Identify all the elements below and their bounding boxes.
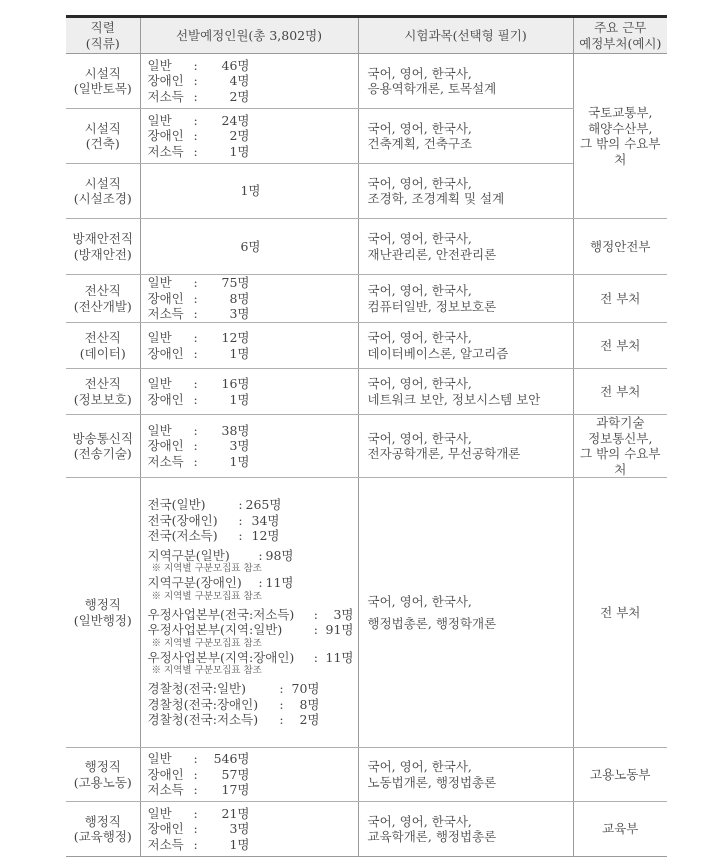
dept-cell <box>573 323 667 369</box>
dept-line: 그 밖의 수요부처 <box>580 136 661 167</box>
table-row <box>66 275 667 323</box>
quota-colon: : <box>193 290 198 306</box>
quota-line <box>148 806 354 822</box>
subjects-cell <box>358 164 573 219</box>
quota-label: 저소득 <box>147 306 184 322</box>
job-title: 전산직 <box>84 283 121 298</box>
quota-value: 1명 <box>240 183 261 199</box>
job-cell <box>66 219 140 275</box>
subjects-line: 행정법총론, 행정학개론 <box>367 615 497 631</box>
subjects-line: 국어, 영어, 한국사, <box>367 376 472 391</box>
table-row <box>66 369 667 415</box>
quota-colon: : <box>193 345 198 361</box>
quota-value: 70명 <box>291 681 320 697</box>
quota-line <box>148 128 354 144</box>
quota-value: 12명 <box>221 330 250 345</box>
quota-colon: : <box>193 391 198 407</box>
quota-colon: : <box>238 497 243 513</box>
quota-value: 12명 <box>251 528 280 544</box>
reference-note: ※ 지역별 구분모집표 참조 <box>151 665 262 677</box>
subjects-line: 건축계획, 건축구조 <box>367 136 473 151</box>
quota-value: 3명 <box>229 438 250 454</box>
quota-colon: : <box>193 422 198 438</box>
job-subtitle: (고용노동) <box>73 774 132 790</box>
quota-line <box>148 113 354 129</box>
header-dept-line2: 예정부처(예시) <box>579 35 662 51</box>
job-cell <box>66 748 140 802</box>
quota-line <box>148 751 354 767</box>
table-row <box>66 219 667 275</box>
dept-cell <box>573 415 667 478</box>
quota-label: 일반 <box>147 57 172 73</box>
quota-value: 57명 <box>221 766 250 782</box>
quota-line <box>148 575 354 591</box>
dept-line: 고용노동부 <box>590 766 651 782</box>
job-title: 행정직 <box>84 813 121 829</box>
dept-line: 전 부처 <box>600 604 641 620</box>
job-title: 방송통신직 <box>72 430 133 446</box>
quota-value: 1명 <box>229 143 250 159</box>
recruitment-table <box>66 15 667 857</box>
quota-line <box>148 58 354 74</box>
subjects-cell <box>358 478 573 748</box>
quota-label: 전국(저소득) <box>147 528 218 544</box>
subjects-line: 응용역학개론, 토목설계 <box>367 81 497 96</box>
quota-label: 저소득 <box>147 453 184 469</box>
quota-label: 일반 <box>147 112 172 128</box>
quota-label: 경찰청(전국:장애인) <box>147 696 259 712</box>
quota-label: 일반 <box>147 275 172 291</box>
quota-line <box>148 622 354 638</box>
subjects-line: 네트워크 보안, 정보시스템 보안 <box>367 391 541 407</box>
quota-cell <box>140 275 358 323</box>
quota-colon: : <box>193 782 198 798</box>
quota-line <box>148 454 354 470</box>
quota-line <box>148 89 354 105</box>
subjects-line: 국어, 영어, 한국사, <box>367 65 472 81</box>
quota-value: 3명 <box>333 606 354 622</box>
quota-value: 8명 <box>299 696 320 712</box>
quota-label: 전국(일반) <box>147 497 206 513</box>
quota-group-postal <box>148 607 354 678</box>
job-subtitle: (방재안전) <box>73 246 132 262</box>
quota-group-police <box>148 681 354 728</box>
table-header-row <box>66 17 667 54</box>
table-row <box>66 748 667 802</box>
quota-line <box>148 438 354 454</box>
quota-value: 3명 <box>229 306 250 322</box>
quota-cell <box>140 164 358 219</box>
quota-cell <box>140 323 358 369</box>
quota-value: 4명 <box>229 73 250 89</box>
quota-line <box>148 607 354 623</box>
job-cell <box>66 323 140 369</box>
job-subtitle: (시설조경) <box>73 191 132 206</box>
quota-cell <box>140 748 358 802</box>
quota-value: 1명 <box>229 391 250 407</box>
quota-label: 저소득 <box>147 836 184 852</box>
quota-value: 265명 <box>245 497 282 513</box>
quota-line <box>148 650 354 666</box>
quota-line <box>148 346 354 362</box>
quota-line <box>148 376 354 392</box>
dept-line: 행정안전부 <box>590 238 651 254</box>
job-title: 시설직 <box>84 120 121 136</box>
quota-value: 1명 <box>229 345 250 361</box>
table-row <box>66 54 667 109</box>
quota-line <box>148 697 354 713</box>
quota-value: 17명 <box>221 782 250 798</box>
quota-line <box>148 767 354 783</box>
dept-cell <box>573 275 667 323</box>
job-cell <box>66 54 140 109</box>
subjects-cell <box>358 748 573 802</box>
quota-line <box>148 275 354 291</box>
dept-line: 그 밖의 수요부처 <box>580 446 661 477</box>
header-quota: 선발예정인원(총 3,802명) <box>140 17 358 54</box>
quota-value: 75명 <box>221 275 250 291</box>
quota-line <box>148 306 354 322</box>
job-subtitle: (데이터) <box>79 345 126 361</box>
quota-cell <box>140 109 358 164</box>
quota-label: 우정사업본부(전국:저소득) <box>147 606 295 622</box>
quota-line <box>148 782 354 798</box>
quota-colon: : <box>238 512 243 528</box>
job-subtitle: (교육행정) <box>73 829 132 844</box>
subjects-line: 국어, 영어, 한국사, <box>367 759 472 774</box>
subjects-cell <box>358 415 573 478</box>
quota-line <box>148 423 354 439</box>
quota-value: 1명 <box>229 836 250 852</box>
quota-value: 21명 <box>221 805 250 821</box>
quota-colon: : <box>313 606 318 622</box>
quota-label: 일반 <box>147 330 172 345</box>
quota-group-regional <box>148 548 354 603</box>
dept-cell <box>573 369 667 415</box>
dept-line: 전 부처 <box>600 383 641 399</box>
quota-line <box>148 513 354 529</box>
header-subjects: 시험과목(선택형 필기) <box>358 17 573 54</box>
job-title: 시설직 <box>84 65 121 81</box>
quota-label: 지역구분(장애인) <box>147 575 242 591</box>
quota-value: 16명 <box>221 376 250 391</box>
quota-colon: : <box>193 453 198 469</box>
quota-colon: : <box>193 751 198 767</box>
quota-value: 34명 <box>251 512 280 528</box>
quota-colon: : <box>193 438 198 454</box>
quota-colon: : <box>193 73 198 89</box>
quota-label: 일반 <box>147 805 172 821</box>
dept-cell <box>573 802 667 857</box>
quota-value: 11명 <box>265 575 294 591</box>
quota-colon: : <box>193 836 198 852</box>
table-row <box>66 323 667 369</box>
job-cell <box>66 164 140 219</box>
quota-value: 91명 <box>325 622 354 638</box>
dept-cell <box>573 478 667 748</box>
table-row <box>66 802 667 857</box>
dept-cell <box>573 219 667 275</box>
subjects-cell <box>358 369 573 415</box>
table-row <box>66 478 667 748</box>
quota-value: 546명 <box>213 751 250 767</box>
header-job <box>66 17 140 54</box>
dept-line: 과학기술 <box>596 415 645 430</box>
quota-colon: : <box>193 766 198 782</box>
dept-cell-merged <box>573 54 667 219</box>
subjects-cell <box>358 323 573 369</box>
subjects-line: 국어, 영어, 한국사, <box>367 430 472 446</box>
quota-label: 우정사업본부(지역:일반) <box>147 622 283 638</box>
quota-colon: : <box>193 821 198 837</box>
job-title: 시설직 <box>84 175 121 191</box>
job-cell <box>66 369 140 415</box>
quota-value: 1명 <box>229 453 250 469</box>
quota-label: 저소득 <box>147 782 184 798</box>
dept-cell <box>573 748 667 802</box>
job-subtitle: (전송기술) <box>73 446 132 461</box>
quota-value: 2명 <box>229 88 250 104</box>
admin-quota-block <box>148 494 354 731</box>
quota-label: 일반 <box>147 376 172 391</box>
quota-colon: : <box>279 712 284 728</box>
subjects-line: 전자공학개론, 무선공학개론 <box>367 446 521 461</box>
subjects-line: 국어, 영어, 한국사, <box>367 120 472 136</box>
quota-label: 전국(장애인) <box>147 512 218 528</box>
quota-value: 98명 <box>265 547 294 563</box>
subjects-line: 재난관리론, 안전관리론 <box>367 246 497 262</box>
subjects-cell <box>358 802 573 857</box>
quota-label: 장애인 <box>147 128 184 144</box>
quota-label: 저소득 <box>147 88 184 104</box>
subjects-line: 국어, 영어, 한국사, <box>367 231 472 246</box>
quota-line <box>148 73 354 89</box>
job-title: 전산직 <box>84 376 121 391</box>
quota-value: 3명 <box>229 821 250 837</box>
job-subtitle: (일반행정) <box>73 612 132 628</box>
quota-group-national <box>148 497 354 544</box>
dept-line: 국토교통부, <box>588 105 653 120</box>
dept-line: 전 부처 <box>600 290 641 306</box>
quota-label: 일반 <box>147 422 172 438</box>
quota-value: 6명 <box>240 238 261 254</box>
job-subtitle: (전산개발) <box>73 298 132 314</box>
quota-line <box>148 712 354 728</box>
job-title: 방재안전직 <box>72 231 133 246</box>
header-dept-line1: 주요 근무 <box>594 20 647 35</box>
quota-line <box>148 291 354 307</box>
dept-line: 정보통신부, <box>588 430 653 446</box>
quota-value: 11명 <box>325 649 354 665</box>
quota-label: 장애인 <box>147 345 184 361</box>
quota-line <box>148 837 354 853</box>
quota-label: 장애인 <box>147 290 184 306</box>
quota-label: 장애인 <box>147 438 184 454</box>
quota-label: 일반 <box>147 751 172 767</box>
quota-label: 장애인 <box>147 821 184 837</box>
subjects-line: 데이터베이스론, 알고리즘 <box>367 345 509 361</box>
quota-colon: : <box>258 547 263 563</box>
subjects-line: 국어, 영어, 한국사, <box>367 330 472 345</box>
quota-label: 장애인 <box>147 391 184 407</box>
quota-line <box>148 144 354 160</box>
subjects-line: 컴퓨터일반, 정보보호론 <box>367 298 497 314</box>
job-title: 행정직 <box>84 597 121 612</box>
reference-note: ※ 지역별 구분모집표 참조 <box>151 590 262 602</box>
header-dept <box>573 17 667 54</box>
subjects-cell <box>358 219 573 275</box>
quota-cell <box>140 802 358 857</box>
dept-line: 해양수산부, <box>588 120 653 136</box>
reference-note: ※ 지역별 구분모집표 참조 <box>151 637 262 649</box>
subjects-line: 국어, 영어, 한국사, <box>367 593 472 609</box>
job-cell <box>66 415 140 478</box>
quota-colon: : <box>193 112 198 128</box>
quota-value: 2명 <box>229 128 250 144</box>
quota-colon: : <box>193 88 198 104</box>
quota-colon: : <box>193 128 198 144</box>
job-subtitle: (건축) <box>85 136 120 151</box>
quota-line <box>148 497 354 513</box>
quota-label: 저소득 <box>147 143 184 159</box>
dept-line: 전 부처 <box>600 337 641 353</box>
quota-cell <box>140 369 358 415</box>
quota-label: 지역구분(일반) <box>147 547 230 563</box>
quota-colon: : <box>313 649 318 665</box>
header-job-line2: (직류) <box>85 35 120 51</box>
job-cell <box>66 275 140 323</box>
subjects-line: 노동법개론, 행정법총론 <box>367 774 497 790</box>
quota-value: 46명 <box>221 57 250 73</box>
quota-value: 2명 <box>299 712 320 728</box>
job-title: 전산직 <box>84 330 121 345</box>
quota-cell <box>140 219 358 275</box>
quota-colon: : <box>193 330 198 345</box>
subjects-cell <box>358 54 573 109</box>
quota-line <box>148 528 354 544</box>
dept-line: 교육부 <box>602 821 639 837</box>
quota-cell <box>140 54 358 109</box>
quota-line <box>148 392 354 408</box>
job-subtitle: (일반토목) <box>73 81 132 96</box>
subjects-line: 조경학, 조경계획 및 설계 <box>367 191 505 206</box>
quota-value: 8명 <box>229 290 250 306</box>
quota-label: 경찰청(전국:일반) <box>147 681 246 697</box>
subjects-cell <box>358 275 573 323</box>
job-cell <box>66 478 140 748</box>
job-cell <box>66 802 140 857</box>
quota-label: 우정사업본부(지역:장애인) <box>147 649 295 665</box>
quota-colon: : <box>193 306 198 322</box>
subjects-line: 국어, 영어, 한국사, <box>367 175 472 191</box>
quota-colon: : <box>193 805 198 821</box>
quota-line <box>148 681 354 697</box>
quota-label: 경찰청(전국:저소득) <box>147 712 259 728</box>
table-row <box>66 415 667 478</box>
quota-colon: : <box>279 696 284 712</box>
quota-cell <box>140 415 358 478</box>
quota-value: 24명 <box>221 112 250 128</box>
reference-note: ※ 지역별 구분모집표 참조 <box>151 563 262 575</box>
subjects-line: 국어, 영어, 한국사, <box>367 283 472 298</box>
quota-colon: : <box>193 376 198 391</box>
quota-line <box>148 548 354 564</box>
job-title: 행정직 <box>84 759 121 774</box>
quota-colon: : <box>258 575 263 591</box>
quota-colon: : <box>313 622 318 638</box>
quota-label: 장애인 <box>147 73 184 89</box>
job-cell <box>66 109 140 164</box>
quota-label: 장애인 <box>147 766 184 782</box>
subjects-line: 교육학개론, 행정법총론 <box>367 829 497 844</box>
quota-colon: : <box>193 275 198 291</box>
quota-colon: : <box>193 57 198 73</box>
quota-line <box>148 330 354 346</box>
quota-colon: : <box>279 681 284 697</box>
quota-colon: : <box>238 528 243 544</box>
subjects-cell <box>358 109 573 164</box>
quota-line <box>148 821 354 837</box>
header-job-line1: 직렬 <box>90 20 115 35</box>
quota-value: 38명 <box>221 422 250 438</box>
quota-cell-admin <box>140 478 358 748</box>
subjects-line: 국어, 영어, 한국사, <box>367 813 472 829</box>
quota-colon: : <box>193 143 198 159</box>
job-subtitle: (정보보호) <box>73 391 132 407</box>
